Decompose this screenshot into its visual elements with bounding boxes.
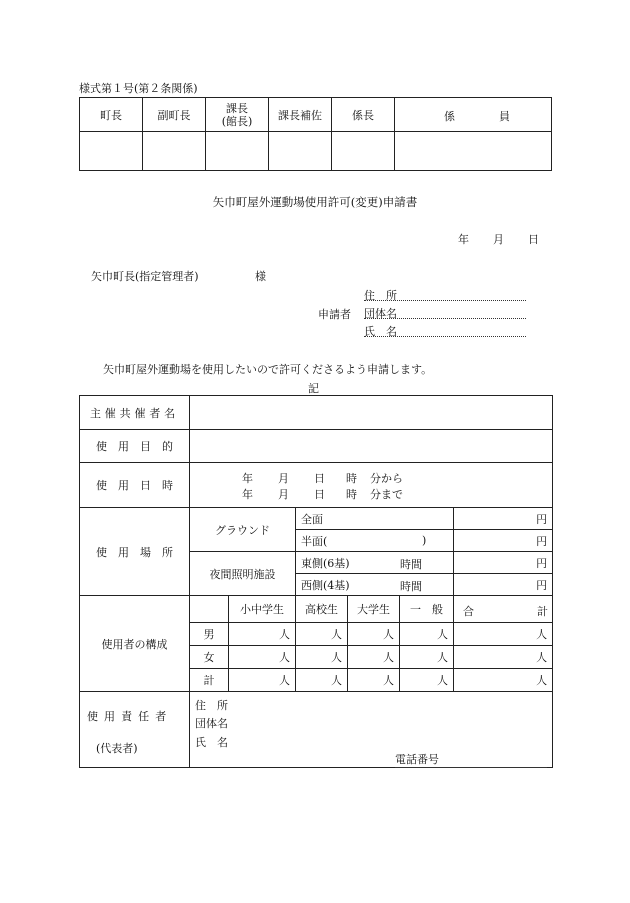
composition-cell: 人 — [229, 623, 296, 646]
composition-header-elementary: 小中学生 — [229, 596, 296, 623]
ki-label: 記 — [308, 382, 319, 395]
responsible-phone-field: 電話番号 — [395, 751, 547, 768]
applicant-group-field: 団体名 — [364, 305, 526, 319]
composition-corner — [190, 596, 229, 623]
purpose-value — [190, 430, 553, 463]
application-form-table — [79, 395, 553, 768]
approval-stamp-cell — [143, 132, 206, 171]
approval-header-section-chief: 課長 (館長) — [206, 98, 269, 132]
composition-cell: 人 — [400, 623, 454, 646]
approval-stamp-cell — [332, 132, 395, 171]
composition-cell: 人 — [348, 669, 400, 692]
composition-label: 使用者の構成 — [80, 596, 190, 692]
composition-cell: 人 — [296, 623, 348, 646]
composition-cell: 人 — [400, 669, 454, 692]
composition-cell: 人 — [400, 646, 454, 669]
place-west-lighting: 西側(4基) 時間 — [296, 574, 454, 596]
datetime-value — [190, 463, 553, 508]
organizer-value — [190, 396, 553, 430]
date-day: 日 — [528, 233, 539, 246]
composition-row-male: 男 — [190, 623, 229, 646]
applicant-label: 申請者 — [318, 308, 351, 321]
composition-cell: 人 — [229, 669, 296, 692]
place-night-lighting-label: 夜間照明施設 — [190, 552, 296, 596]
date-year: 年 — [458, 233, 469, 246]
composition-cell: 人 — [454, 669, 553, 692]
approval-header-staff: 係 員 — [395, 98, 552, 132]
composition-cell: 人 — [296, 646, 348, 669]
applicant-address-field: 住 所 — [364, 287, 526, 301]
responsible-address: 住 所 — [195, 699, 228, 712]
composition-header-university: 大学生 — [348, 596, 400, 623]
applicant-name-field: 氏 名 — [364, 323, 526, 337]
composition-cell: 人 — [229, 646, 296, 669]
application-statement: 矢巾町屋外運動場を使用したいので許可くださるよう申請します。 — [103, 363, 433, 376]
organizer-label: 主催共催者名 — [80, 396, 190, 430]
responsible-value — [190, 692, 553, 768]
place-label: 使 用 場 所 — [80, 508, 190, 596]
datetime-to: 年 月 日 時 分まで — [242, 488, 403, 501]
document-title: 矢巾町屋外運動場使用許可(変更)申請書 — [212, 195, 418, 209]
place-east-fee: 円 — [454, 552, 553, 574]
composition-row-female: 女 — [190, 646, 229, 669]
composition-header-highschool: 高校生 — [296, 596, 348, 623]
addressee-name: 矢巾町長(指定管理者) — [91, 270, 199, 283]
responsible-label-cell — [80, 692, 190, 768]
approval-stamp-cell — [269, 132, 332, 171]
datetime-from: 年 月 日 時 分から — [242, 472, 403, 485]
composition-cell: 人 — [348, 646, 400, 669]
approval-table — [79, 97, 552, 171]
responsible-label: 使用責任者 — [87, 710, 173, 723]
place-full-fee: 円 — [454, 508, 553, 530]
place-half-option: 半面( ) — [296, 530, 454, 552]
composition-cell: 人 — [348, 623, 400, 646]
form-number: 様式第１号(第２条関係) — [79, 82, 198, 95]
composition-header-total: 合 計 — [454, 596, 553, 623]
composition-header-general: 一 般 — [400, 596, 454, 623]
approval-header-deputy-mayor: 副町長 — [143, 98, 206, 132]
place-half-fee: 円 — [454, 530, 553, 552]
datetime-label: 使 用 日 時 — [80, 463, 190, 508]
responsible-sub-label: (代表者) — [96, 742, 138, 755]
composition-cell: 人 — [454, 623, 553, 646]
responsible-name: 氏 名 — [195, 736, 228, 749]
place-east-lighting: 東側(6基) 時間 — [296, 552, 454, 574]
approval-stamp-cell — [395, 132, 552, 171]
addressee-honorific: 様 — [255, 270, 266, 283]
approval-stamp-cell — [80, 132, 143, 171]
composition-row-total: 計 — [190, 669, 229, 692]
approval-header-assistant-chief: 課長補佐 — [269, 98, 332, 132]
place-west-fee: 円 — [454, 574, 553, 596]
place-ground-label: グラウンド — [190, 508, 296, 552]
approval-stamp-cell — [206, 132, 269, 171]
approval-header-subsection-chief: 係長 — [332, 98, 395, 132]
purpose-label: 使 用 目 的 — [80, 430, 190, 463]
composition-cell: 人 — [454, 646, 553, 669]
place-full-option: 全面 — [296, 508, 454, 530]
composition-cell: 人 — [296, 669, 348, 692]
approval-header-mayor: 町長 — [80, 98, 143, 132]
date-month: 月 — [493, 233, 504, 246]
responsible-group: 団体名 — [195, 717, 228, 730]
